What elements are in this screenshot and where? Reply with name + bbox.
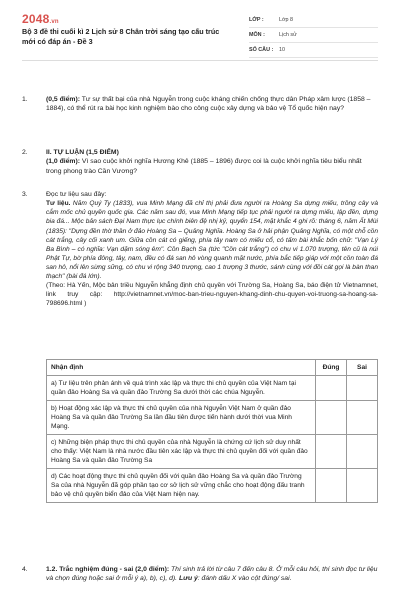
statement-cell: d) Các hoạt động thực thi chủ quyền đối với quần đảo Hoàng Sa và quần đảo Trường Sa của nhà Nguyễn đã góp phần tạo cơ sở lịch sử vững chắc cho hoạt động đấu tranh bảo vệ chủ quyền biển đảo của Việt Nam hiện nay. bbox=[47, 469, 316, 503]
true-answer-cell[interactable] bbox=[316, 401, 347, 435]
true-answer-cell[interactable] bbox=[316, 435, 347, 469]
question-number: 3. bbox=[22, 191, 28, 198]
document-header bbox=[22, 10, 378, 61]
meta-row-subject bbox=[249, 28, 378, 43]
column-header-false: Sai bbox=[347, 360, 378, 376]
question-intro: Đọc tư liệu sau đây: bbox=[46, 191, 107, 198]
question-1 bbox=[22, 95, 378, 114]
question-number: 2. bbox=[22, 149, 28, 156]
question-score: (0,5 điểm): bbox=[46, 96, 80, 103]
statement-cell: a) Tư liệu trên phản ánh về quá trình xác lập và thực thi chủ quyền của Việt Nam tại quần đảo Hoàng Sa và quần đảo Trường Sa dưới thời các chúa Nguyễn. bbox=[47, 376, 316, 401]
false-answer-cell[interactable] bbox=[347, 435, 378, 469]
false-answer-cell[interactable] bbox=[347, 401, 378, 435]
passage-source: (Theo: Hà Yến, Mộc bản triều Nguyễn khẳng định chủ quyền với Trường Sa, Hoàng Sa, báo điện tử Vietnamnet, link truy cập: http://vietnamnet.vn/moc-ban-trieu-nguyen-khang-dinh-chu-quyen-voi-truong-sa-hoang-sa-798696.html ) bbox=[46, 282, 378, 308]
note-label: Lưu ý bbox=[178, 575, 198, 583]
column-header-statement: Nhận định bbox=[47, 360, 316, 376]
question-body: Thí sinh trả lời từ câu 7 đến câu 8. Ở mỗi câu hỏi, thí sinh đọc tư liệu và chọn đúng hoặc sai ở mỗi ý a), b), c), d). bbox=[46, 566, 378, 583]
note-text: : đánh dấu X vào cột đúng/ sai. bbox=[197, 575, 292, 583]
table-row bbox=[47, 435, 378, 469]
section-heading: II. TỰ LUẬN (1,5 ĐIỂM) bbox=[46, 149, 119, 156]
question-3 bbox=[22, 190, 378, 308]
source-passage bbox=[46, 199, 378, 281]
question-text bbox=[46, 95, 378, 114]
question-label: 1.2. Trắc nghiệm đúng - sai (2,0 điểm): bbox=[46, 566, 170, 573]
true-false-table bbox=[46, 359, 378, 503]
table-header-row bbox=[47, 360, 378, 376]
question-number: 1. bbox=[22, 96, 28, 103]
table-row bbox=[47, 376, 378, 401]
question-score: (1,0 điểm): bbox=[46, 158, 80, 166]
table-row bbox=[47, 469, 378, 503]
false-answer-cell[interactable] bbox=[347, 376, 378, 401]
question-number: 4. bbox=[22, 566, 28, 573]
meta-value: Lớp 8 bbox=[279, 17, 294, 23]
true-answer-cell[interactable] bbox=[316, 469, 347, 503]
statement-cell: c) Những biện pháp thực thi chủ quyền của nhà Nguyễn là chứng cứ lịch sử duy nhất cho thấy: Việt Nam là nhà nước đầu tiên xác lập và thực thi chủ quyền đối với quần đảo Hoàng Sa và quần đảo Trường Sa bbox=[47, 435, 316, 469]
column-header-true: Đúng bbox=[316, 360, 347, 376]
table-row bbox=[47, 401, 378, 435]
statement-cell: b) Hoạt động xác lập và thực thi chủ quyền của nhà Nguyễn Việt Nam ở quần đảo Hoàng Sa và quần đảo Trường Sa lần đầu tiên được tiến hành dưới thời vua Minh Mạng. bbox=[47, 401, 316, 435]
passage-label: Tư liệu. bbox=[46, 200, 71, 208]
meta-label: MÔN : bbox=[249, 32, 265, 38]
question-body: Tư sự thất bại của nhà Nguyễn trong cuộc kháng chiến chống thực dân Pháp xâm lược (1858 – 1884), có thể rút ra bài học kinh nghiệm bào cho công cuộc xây dựng và bảo vệ Tổ quốc hiện nay? bbox=[46, 96, 371, 113]
document-title: Bộ 3 đề thi cuối kì 2 Lịch sử 8 Chân trời sáng tạo cấu trúc mới có đáp án - Đề 3 bbox=[22, 27, 220, 46]
meta-value: Lịch sử bbox=[279, 32, 297, 38]
site-logo[interactable]: 2048.vn bbox=[22, 12, 59, 26]
question-4 bbox=[22, 565, 378, 584]
meta-row-class bbox=[249, 13, 378, 28]
passage-text: Năm Quý Ty (1833), vua Minh Mạng đã chỉ thị phải đưa người ra Hoàng Sa dựng miếu, trồng cây và cắm mốc chủ quyền quốc gia. Các năm sau đó, vua Minh Mạng tiếp tục phải người ra dựng miếu, lập đền, dựng bia đá... Mộc bản sách Đại Nam thực lục chính biên đệ nhị kỷ, quyển 154, mặt khắc 4 ghi rõ: tháng 6, năm Ất Mùi (1835): "Dựng đền thờ thần ở đảo Hoàng Sa – Quảng Nghĩa. Hoàng Sa ở hải phận Quảng Nghĩa, có một chỗ cồn cát trắng, cây cối xanh um. Giữa cồn cát có giếng, phía tây nam có miếu cổ, có tấm bài khắc bốn chữ: "Vạn Lý Ba Bình – có nghĩa: Vạn dặm sóng êm". Cồn Bạch Sa (tức "Cồn cát trắng") có chu vi 1.070 trượng, tên cũ là núi Phật Tự, bờ phía đông, tây, nam, đều có đá san hô vòng quanh mặt nước, phía bắc tiếp giáp với một cồn toàn đá san hô, nổi lên sừng sững, có chu vi rộng 340 trượng, cao 1 trượng 3 thước, sánh cùng với đồi cát gọi là bàn than thạch" (bài đá lớn). bbox=[46, 200, 379, 281]
question-text bbox=[46, 157, 378, 176]
meta-label: LỚP : bbox=[249, 17, 264, 23]
meta-info bbox=[249, 13, 378, 58]
true-answer-cell[interactable] bbox=[316, 376, 347, 401]
question-body: Vì sao cuộc khởi nghĩa Hương Khê (1885 – 1896) được coi là cuộc khởi nghĩa tiêu biểu nhất trong phong trào Cần Vương? bbox=[46, 158, 362, 175]
false-answer-cell[interactable] bbox=[347, 469, 378, 503]
question-text bbox=[46, 565, 378, 584]
meta-row-count bbox=[249, 43, 378, 58]
meta-value: 10 bbox=[279, 47, 285, 53]
question-2 bbox=[22, 148, 378, 176]
meta-label: SỐ CÂU : bbox=[249, 47, 274, 53]
